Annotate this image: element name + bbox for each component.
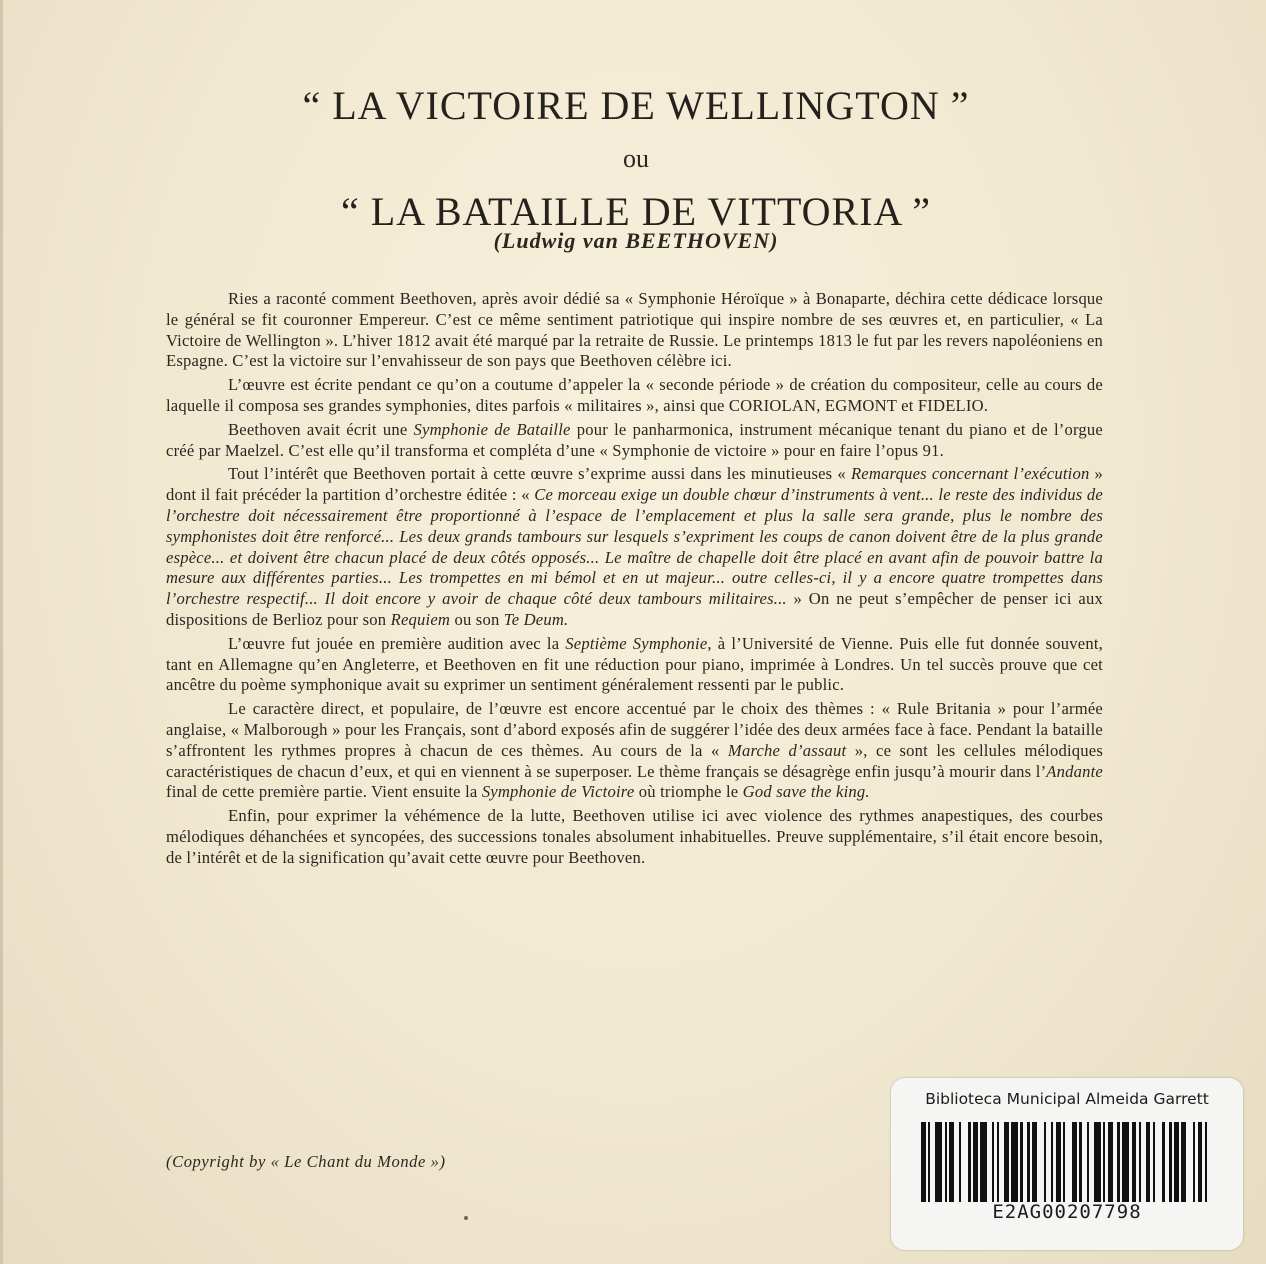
- text-run: Le caractère direct, et populaire, de l’œuvre est encore accentué par le choix des thèmes : « Rule Britania » pour l’armée anglaise, « Malborough » pour les Français, sont d’abord exposés afin de suggérer l’idée des deux armées face à face. Pendant la bataille s’affrontent les rythmes propres à chacun de ces thèmes. Au cours de la «: [166, 699, 1103, 760]
- barcode-bar: [1094, 1122, 1101, 1202]
- barcode-bar: [980, 1122, 987, 1202]
- barcode: [921, 1122, 1213, 1202]
- barcode-bar: [1011, 1122, 1018, 1202]
- paragraph: [166, 699, 1103, 803]
- text-run: Enfin, pour exprimer la véhémence de la lutte, Beethoven utilise ici avec violence des rythmes anapestiques, des courbes mélodiques déhanchées et syncopées, des successions tonales absolument inhabituelles. Preuve supplémentaire, s’il était encore besoin, de l’intérêt et de la signification qu’avait cette œuvre pour Beethoven.: [166, 806, 1103, 867]
- print-speck: [464, 1216, 468, 1220]
- italic-text: Septième Symphonie: [565, 633, 708, 653]
- barcode-bar: [1122, 1122, 1129, 1202]
- italic-text: Te Deum.: [503, 609, 569, 629]
- barcode-number: E2AG00207798: [992, 1201, 1142, 1223]
- italic-text: Requiem: [390, 609, 451, 629]
- barcode-gap: [1155, 1122, 1162, 1202]
- text-run: L’œuvre est écrite pendant ce qu’on a coutume d’appeler la « seconde période » de création du compositeur, celle au cours de laquelle il composa ses grandes symphonies, dites parfois « militaires », ainsi que CORIOLAN, EGMONT et FIDELIO.: [166, 375, 1103, 415]
- text-run: L’œuvre fut jouée en première audition avec la: [228, 633, 566, 653]
- italic-text: Symphonie de Bataille: [413, 419, 571, 439]
- title-connector: ou: [623, 144, 649, 173]
- library-name: Biblioteca Municipal Almeida Garrett: [925, 1090, 1209, 1108]
- paragraph: [166, 289, 1103, 372]
- paragraph: [166, 464, 1103, 630]
- barcode-gap: [1037, 1122, 1044, 1202]
- composer-name: (Ludwig van BEETHOVEN): [493, 228, 779, 253]
- barcode-gap: [1186, 1122, 1193, 1202]
- barcode-gap: [1207, 1122, 1212, 1202]
- title-victoire: “ LA VICTOIRE DE WELLINGTON ”: [302, 83, 970, 128]
- barcode-gap: [1065, 1122, 1072, 1202]
- text-run: où triomphe le: [634, 782, 743, 802]
- text-run: » On ne peut s’empêcher de penser ici aux dispositions de Berlioz pour son: [166, 589, 1103, 629]
- paragraph: [166, 634, 1103, 696]
- text-run: , à l’Université de Vienne. Puis elle fut donnée souvent, tant en Allemagne qu’en Angleterre, et Beethoven en fit une réduction pour piano, imprimée à Londres. Un tel succès prouve que cet ancêtre du poème symphonique avait su exprimer un sentiment généralement ressenti par le public.: [166, 633, 1104, 695]
- text-run: », ce sont les cellules mélodiques caractéristiques de chacun d’eux, et qui en viennent à se superposer. Le thème français se désagrège enfin jusqu’à mourir dans l’: [166, 740, 1103, 781]
- text-run: » dont il fait précéder la partition d’orchestre éditée : «: [166, 464, 1103, 505]
- liner-notes: [166, 289, 1103, 872]
- italic-text: Andante: [1046, 761, 1103, 781]
- barcode-bar: [935, 1122, 942, 1202]
- copyright-notice: (Copyright by « Le Chant du Monde »): [166, 1152, 446, 1171]
- title-bataille: “ LA BATAILLE DE VITTORIA ”: [340, 189, 931, 234]
- paragraph: [166, 420, 1103, 462]
- text-run: ou son: [450, 609, 504, 629]
- italic-text: Marche d’assaut: [727, 740, 847, 760]
- italic-text: God save the king.: [742, 782, 870, 802]
- library-label: [891, 1078, 1243, 1250]
- text-run: pour le panharmonica, instrument mécanique tenant du piano et de l’orgue créé par Maelzel. C’est elle qu’il transforma et compléta d’une « Symphonie de victoire » pour en faire l’opus 91.: [166, 419, 1103, 460]
- paragraph: [166, 806, 1103, 868]
- text-run: Beethoven avait écrit une: [228, 419, 414, 439]
- text-run: final de cette première partie. Vient ensuite la: [166, 782, 482, 802]
- barcode-gap: [961, 1122, 968, 1202]
- italic-text: Remarques concernant l’exécution: [850, 464, 1090, 484]
- text-run: Tout l’intérêt que Beethoven portait à cette œuvre s’exprime aussi dans les minutieuses «: [228, 464, 851, 484]
- italic-text: Ce morceau exige un double chœur d’instruments à vent... le reste des individus de l’orchestre doit nécessairement être proportionné à l’espace de l’emplacement et plus la salle sera grande, plus le nombre des symphonistes doit être renforcé... Les deux grands tambours sur lesquels s’expriment les coups de canon doivent être de la plus grande espèce... et doivent être chacun placé de deux côtés opposés... Le maître de chapelle doit être placé en avant afin de pouvoir battre la mesure aux différentes parties... Les trompettes en mi bémol et en ut majeur... outre celles-ci, il y a encore quatre trompettes dans l’orchestre respectif... Il doit encore y avoir de chaque côté deux tambours militaires...: [166, 485, 1103, 609]
- paragraph: [166, 375, 1103, 417]
- text-run: Ries a raconté comment Beethoven, après avoir dédié sa « Symphonie Héroïque » à Bonaparte, déchira cette dédicace lorsque le général se fit couronner Empereur. C’est ce même sentiment patriotique qui inspire nombre de ses œuvres et, en particulier, « La Victoire de Wellington ». L’hiver 1812 avait été marqué par la retraite de Russie. Le printemps 1813 le fut par les revers napoléoniens en Espagne. C’est la victoire sur l’envahisseur de son pays que Beethoven célèbre ici.: [166, 289, 1103, 371]
- italic-text: Symphonie de Victoire: [481, 782, 635, 802]
